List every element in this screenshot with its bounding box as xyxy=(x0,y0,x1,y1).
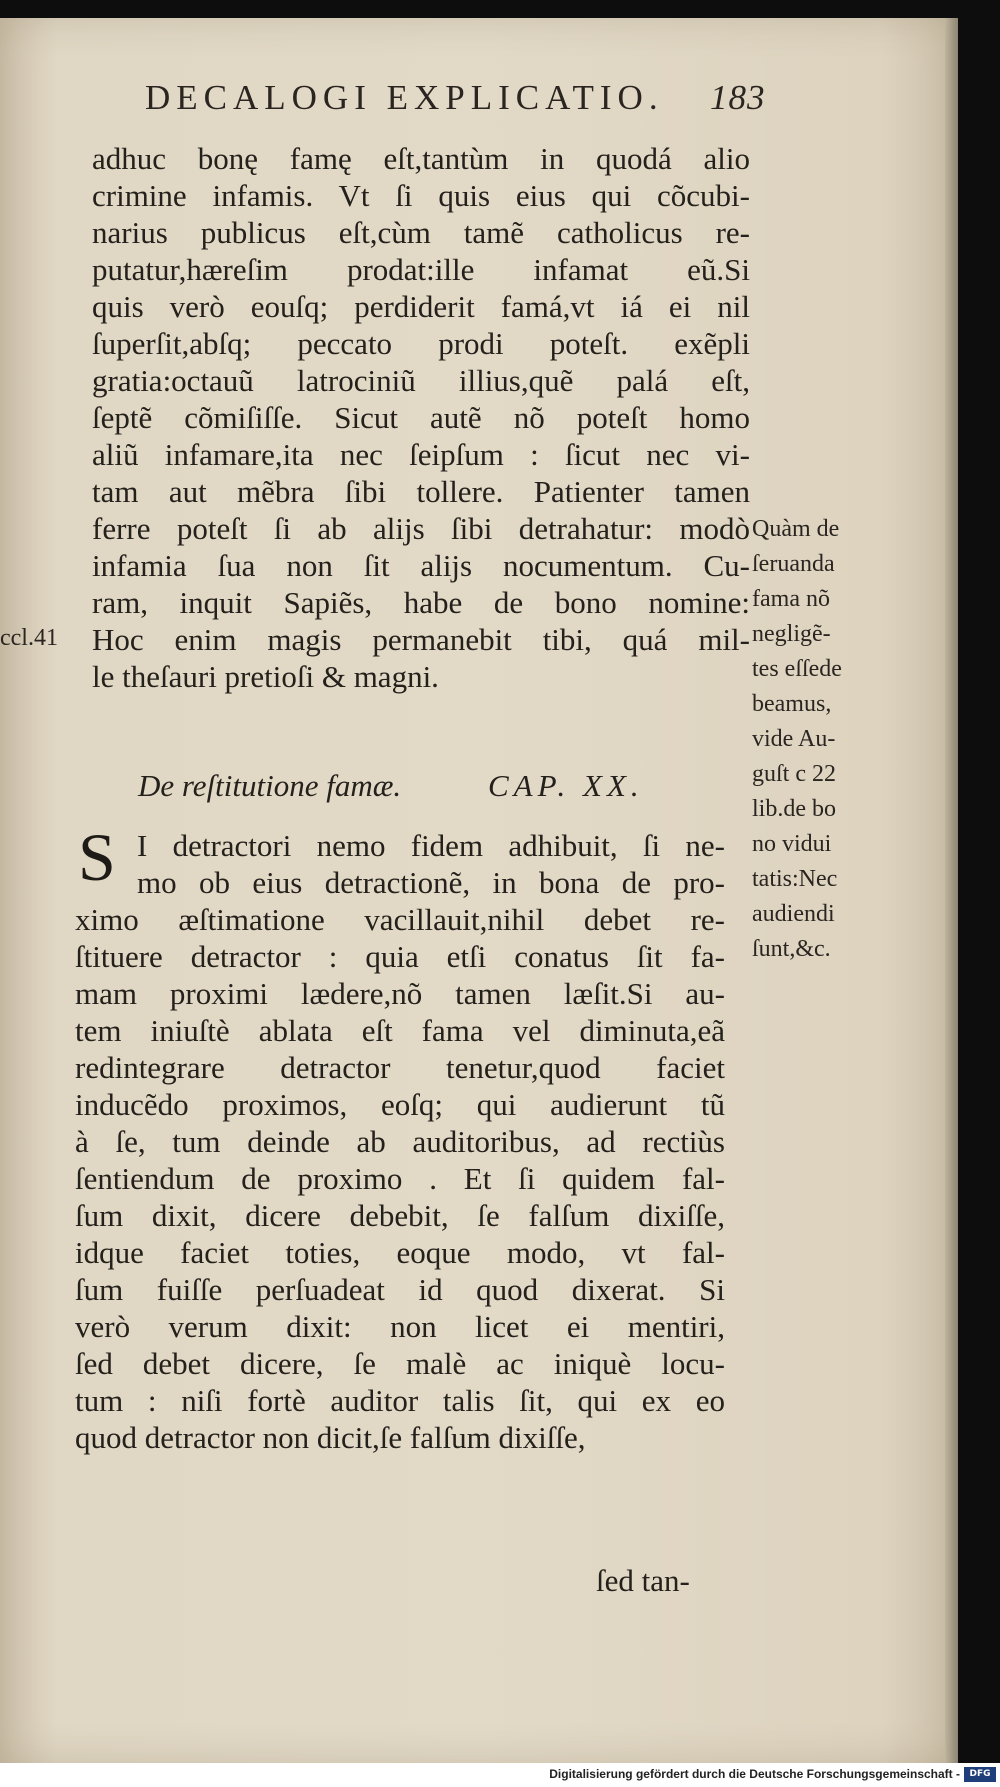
text-line: redintegrare detractor tenetur,quod faciet xyxy=(75,1050,725,1085)
text-line: ſentiendum de proximo . Et ſi quidem fal- xyxy=(75,1161,725,1196)
text-line: tam aut mẽbra ſibi tollere. Patienter tamen xyxy=(92,474,750,509)
text-line: ſed debet dicere, ſe malè ac iniquè locu- xyxy=(75,1346,725,1381)
left-margin-reference: ccl.41 xyxy=(0,625,58,651)
text-line: Hoc enim magis permanebit tibi, quá mil- xyxy=(92,622,750,657)
text-line: tum : niſi fortè auditor talis ſit, qui ex eo xyxy=(75,1383,725,1418)
text-line: quod detractor non dicit,ſe falſum dixiſſe, xyxy=(75,1420,586,1455)
digitization-footer xyxy=(0,1763,1000,1787)
text-line: mam proximi lædere,nõ tamen læſit.Si au- xyxy=(75,976,725,1011)
margin-note-line: tatis:Nec xyxy=(752,866,838,892)
margin-note-line: audiendi xyxy=(752,901,835,927)
margin-note-line: fama nõ xyxy=(752,586,830,612)
text-line: inducẽdo proximos, eoſq; qui audierunt tũ xyxy=(75,1087,725,1122)
text-line: ximo æſtimatione vacillauit,nihil debet re- xyxy=(75,902,725,937)
text-line: à ſe, tum deinde ab auditoribus, ad rectiùs xyxy=(75,1124,725,1159)
text-line: gratia:octauũ latrociniũ illius,quẽ palá eſt, xyxy=(92,363,750,398)
margin-note-line: no vidui xyxy=(752,831,832,857)
text-line: ram, inquit Sapiẽs, habe de bono nomine: xyxy=(92,585,750,620)
text-line: putatur,hæreſim prodat:ille infamat eũ.Si xyxy=(92,252,750,287)
body-text-lower xyxy=(75,827,725,1456)
running-title: DECALOGI EXPLICATIO. xyxy=(145,78,664,117)
body-text-upper xyxy=(92,140,750,695)
margin-note-line: tes eſſede xyxy=(752,656,842,682)
text-line: narius publicus eſt,cùm tamẽ catholicus re- xyxy=(92,215,750,250)
text-line: quis verò eouſq; perdiderit famá,vt iá ei nil xyxy=(92,289,750,324)
margin-note-line: negligẽ- xyxy=(752,621,831,647)
text-line: ſtituere detractor : quia etſi conatus ſit fa- xyxy=(75,939,725,974)
chapter-title: De reſtitutione famæ. xyxy=(138,768,402,803)
text-line: ſum fuiſſe perſuadeat id quod dixerat. Si xyxy=(75,1272,725,1307)
text-line: aliũ infamare,ita nec ſeipſum : ſicut nec vi- xyxy=(92,437,750,472)
chapter-heading xyxy=(138,768,708,812)
text-line: le theſauri pretioſi & magni. xyxy=(92,659,439,694)
text-line: mo ob eius detractionẽ, in bona de pro- xyxy=(137,865,725,900)
footer-credit: Digitalisierung gefördert durch die Deutsche Forschungsgemeinschaft - xyxy=(549,1767,960,1781)
text-line: crimine infamis. Vt ſi quis eius qui cõcubi- xyxy=(92,178,750,213)
margin-note-line: beamus, xyxy=(752,691,832,717)
running-header xyxy=(145,78,765,128)
text-line: tem iniuſtè ablata eſt fama vel diminuta,eã xyxy=(75,1013,725,1048)
dfg-logo-icon: DFG xyxy=(964,1767,996,1782)
chapter-number: CAP. XX. xyxy=(488,768,644,803)
text-line: ſeptẽ cõmiſiſſe. Sicut autẽ nõ poteſt homo xyxy=(92,400,750,435)
page-edge xyxy=(945,18,958,1763)
margin-note-line: ſunt,&c. xyxy=(752,936,831,962)
margin-note-line: vide Au- xyxy=(752,726,836,752)
text-line: infamia ſua non ſit alijs nocumentum. Cu- xyxy=(92,548,750,583)
margin-note-line: lib.de bo xyxy=(752,796,836,822)
margin-note-line: ſeruanda xyxy=(752,551,835,577)
text-line: idque faciet toties, eoque modo, vt fal- xyxy=(75,1235,725,1270)
margin-note-line: guſt c 22 xyxy=(752,761,836,787)
drop-cap-initial: S xyxy=(78,819,116,895)
text-line: ferre poteſt ſi ab alijs ſibi detrahatur: modò xyxy=(92,511,750,546)
margin-note xyxy=(752,512,902,967)
text-line: adhuc bonę famę eſt,tantùm in quodá alio xyxy=(92,141,750,176)
text-line: I detractori nemo fidem adhibuit, ſi ne- xyxy=(137,828,725,863)
text-line: ſuperſit,abſq; peccato prodi poteſt. exẽpli xyxy=(92,326,750,361)
margin-note-line: Quàm de xyxy=(752,516,840,542)
text-line: ſum dixit, dicere debebit, ſe falſum dixiſſe, xyxy=(75,1198,725,1233)
page-number: 183 xyxy=(710,78,766,117)
text-line: verò verum dixit: non licet ei mentiri, xyxy=(75,1309,725,1344)
catchword: ſed tan- xyxy=(596,1563,690,1598)
